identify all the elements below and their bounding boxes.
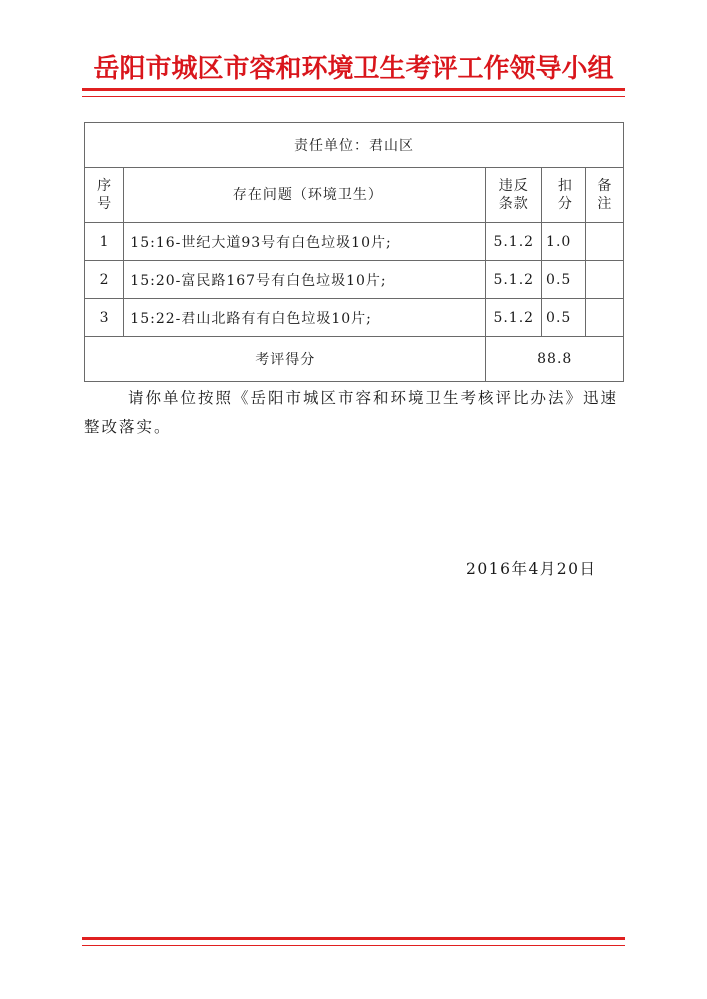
score-value: 88.8 — [486, 337, 624, 382]
score-row — [85, 337, 624, 382]
inspection-table — [84, 122, 624, 382]
table-row — [85, 299, 624, 337]
footer-rule-thin — [82, 945, 625, 946]
document-title: 岳阳市城区市容和环境卫生考评工作领导小组 — [93, 54, 614, 84]
row-issue: 15:16-世纪大道93号有白色垃圾10片; — [124, 223, 486, 261]
row-index: 3 — [85, 299, 124, 337]
score-label: 考评得分 — [85, 337, 486, 382]
row-clause: 5.1.2 — [486, 261, 542, 299]
col-issue-header: 存在问题（环境卫生） — [124, 168, 486, 223]
row-deduction: 0.5 — [542, 299, 586, 337]
row-issue: 15:20-富民路167号有白色垃圾10片; — [124, 261, 486, 299]
header-rule-thin — [82, 96, 625, 97]
row-note — [585, 261, 623, 299]
responsible-unit: 责任单位：君山区 — [85, 123, 624, 168]
col-note-header: 备 注 — [585, 168, 623, 223]
row-issue: 15:22-君山北路有有白色垃圾10片; — [124, 299, 486, 337]
table-row — [85, 261, 624, 299]
row-note — [585, 299, 623, 337]
header-rule-thick — [82, 88, 625, 91]
row-index: 1 — [85, 223, 124, 261]
col-clause-header: 违反 条款 — [486, 168, 542, 223]
col-index-header: 序 号 — [85, 168, 124, 223]
unit-row — [85, 123, 624, 168]
row-clause: 5.1.2 — [486, 223, 542, 261]
row-note — [585, 223, 623, 261]
row-index: 2 — [85, 261, 124, 299]
col-deduction-header: 扣 分 — [542, 168, 586, 223]
row-deduction: 0.5 — [542, 261, 586, 299]
row-deduction: 1.0 — [542, 223, 586, 261]
issue-date: 2016年4月20日 — [466, 560, 597, 578]
table-row — [85, 223, 624, 261]
footer-rule-thick — [82, 937, 625, 940]
header-row — [85, 168, 624, 223]
row-clause: 5.1.2 — [486, 299, 542, 337]
instruction-paragraph: 请你单位按照《岳阳市城区市容和环境卫生考核评比办法》迅速整改落实。 — [84, 389, 619, 436]
